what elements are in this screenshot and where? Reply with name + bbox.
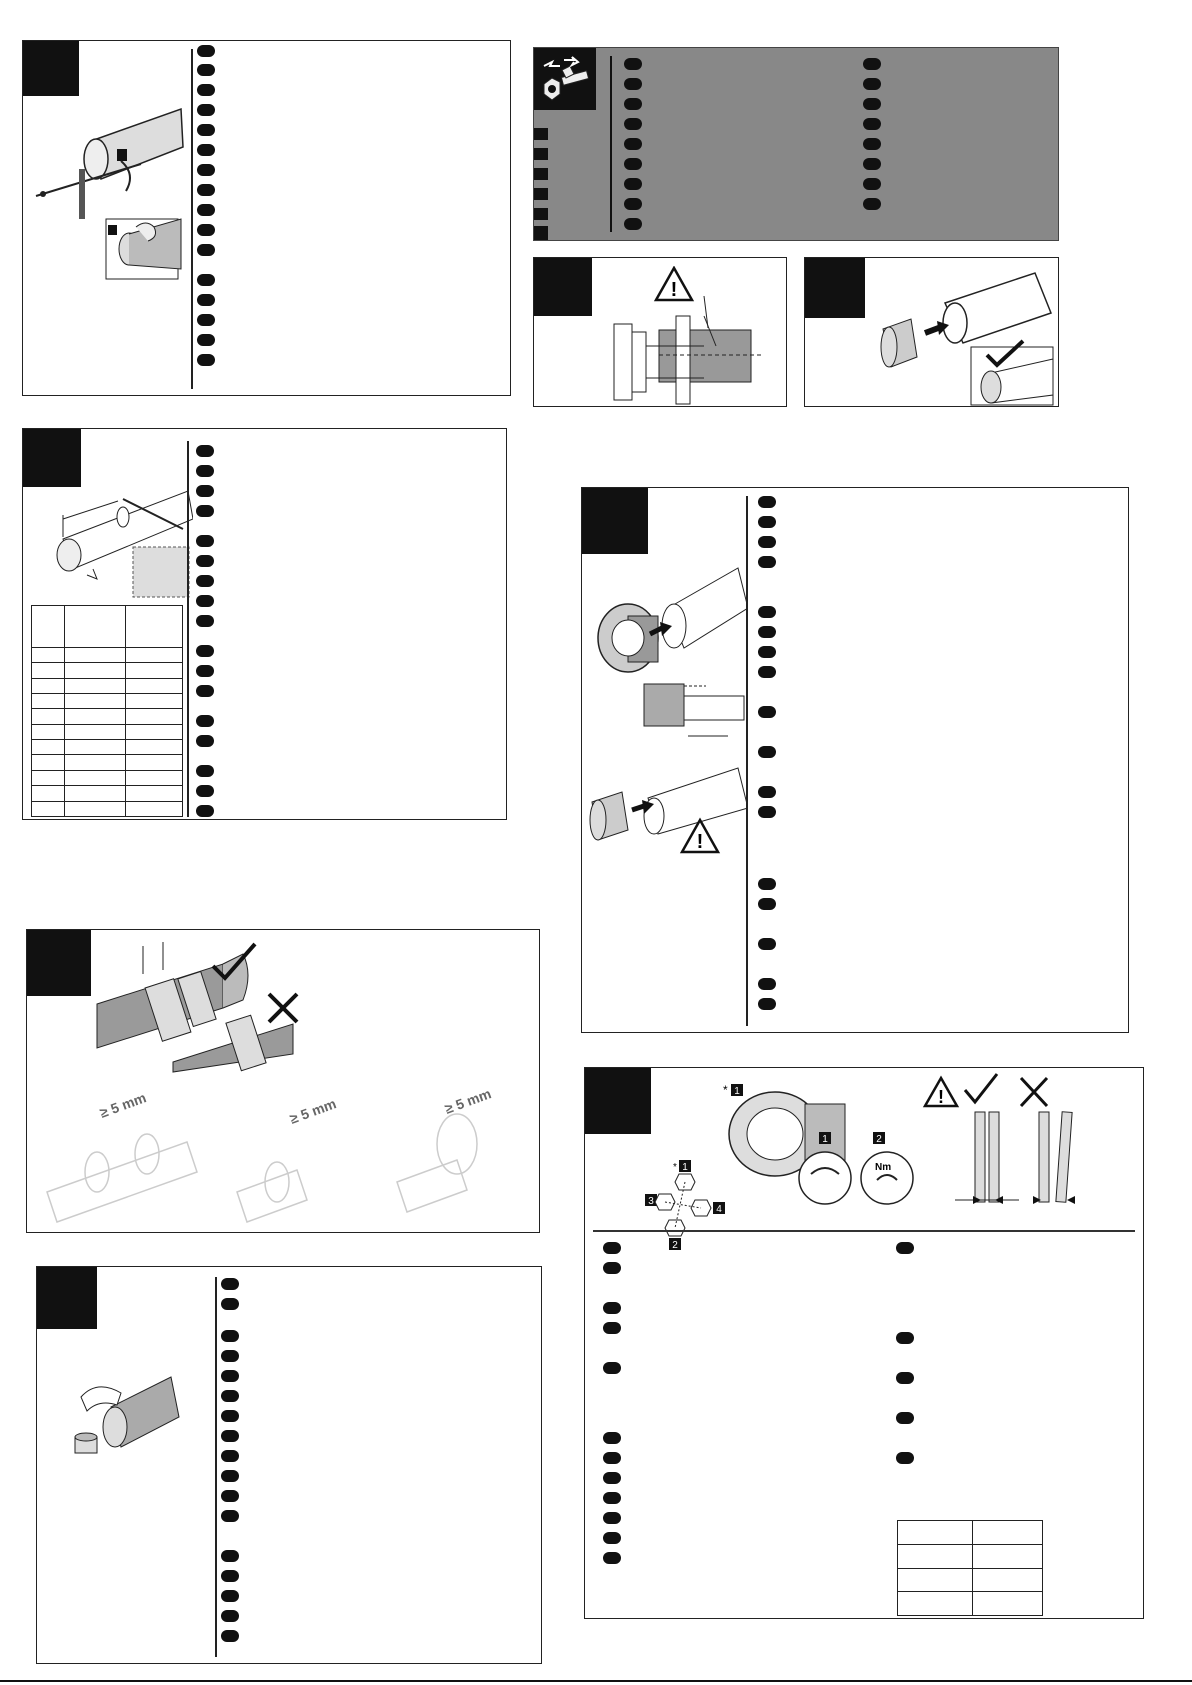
torque-wrench-illustration [715, 1074, 935, 1214]
gap-check-pipes-illustration [93, 934, 333, 1074]
bolt-nut-icon-block [534, 48, 596, 110]
divider [191, 49, 193, 389]
legend-panel [533, 47, 1059, 241]
step-panel-torque [584, 1067, 1144, 1619]
step-panel-gap-check [26, 929, 540, 1233]
svg-text:1: 1 [734, 1086, 740, 1097]
svg-text:!: ! [696, 831, 704, 853]
svg-text:!: ! [670, 279, 678, 301]
cross-mark-icon [1021, 1078, 1047, 1106]
svg-text:3: 3 [648, 1196, 654, 1207]
page-bottom-rule [0, 1680, 1192, 1682]
measure-insertion-illustration [33, 489, 193, 601]
gap-min-5mm-illustrations [37, 1072, 531, 1228]
check-mark-icon [965, 1074, 997, 1102]
svg-text:!: ! [938, 1087, 944, 1107]
step-number-block [23, 41, 79, 96]
svg-text:2: 2 [672, 1240, 678, 1250]
cross-mark-icon [269, 994, 297, 1022]
gap-uniformity-check [915, 1072, 1139, 1216]
cut-pipe-illustration [31, 99, 191, 289]
callout-1 [117, 149, 127, 161]
step-panel-measure-insertion [22, 428, 507, 820]
svg-text:*: * [723, 1083, 728, 1097]
svg-text:2: 2 [876, 1134, 882, 1145]
angular-deflection-illustration [604, 266, 784, 406]
bolt-tightening-sequence-diagram [645, 1160, 725, 1250]
svg-text:1: 1 [822, 1134, 828, 1145]
bolt-nut-icon [534, 48, 596, 110]
insertion-depth-table [31, 605, 183, 817]
svg-text:1: 1 [682, 1162, 688, 1173]
pipe-end-cap-illustration [875, 263, 1057, 406]
torque-values-table [897, 1520, 1043, 1616]
step-panel-end-cap [804, 257, 1059, 407]
step-panel-insert-coupling-frame [581, 487, 1129, 1033]
gap-dimension-label: ≥ 5 mm [287, 1095, 339, 1127]
hand-apply-lubricant-illustration [61, 1347, 181, 1467]
svg-text:4: 4 [716, 1204, 722, 1215]
coupling-on-pipe-illustration [588, 558, 748, 878]
step-panel-cut-pipe [22, 40, 511, 396]
svg-text:*: * [673, 1162, 677, 1173]
gap-dimension-label: ≥ 5 mm [97, 1089, 149, 1121]
step-panel-angular-deflection [533, 257, 787, 407]
step-panel-lubricate [36, 1266, 542, 1664]
svg-text:Nm: Nm [875, 1162, 892, 1173]
gap-dimension-label: ≥ 5 mm [442, 1085, 494, 1117]
section-divider [593, 1230, 1135, 1232]
